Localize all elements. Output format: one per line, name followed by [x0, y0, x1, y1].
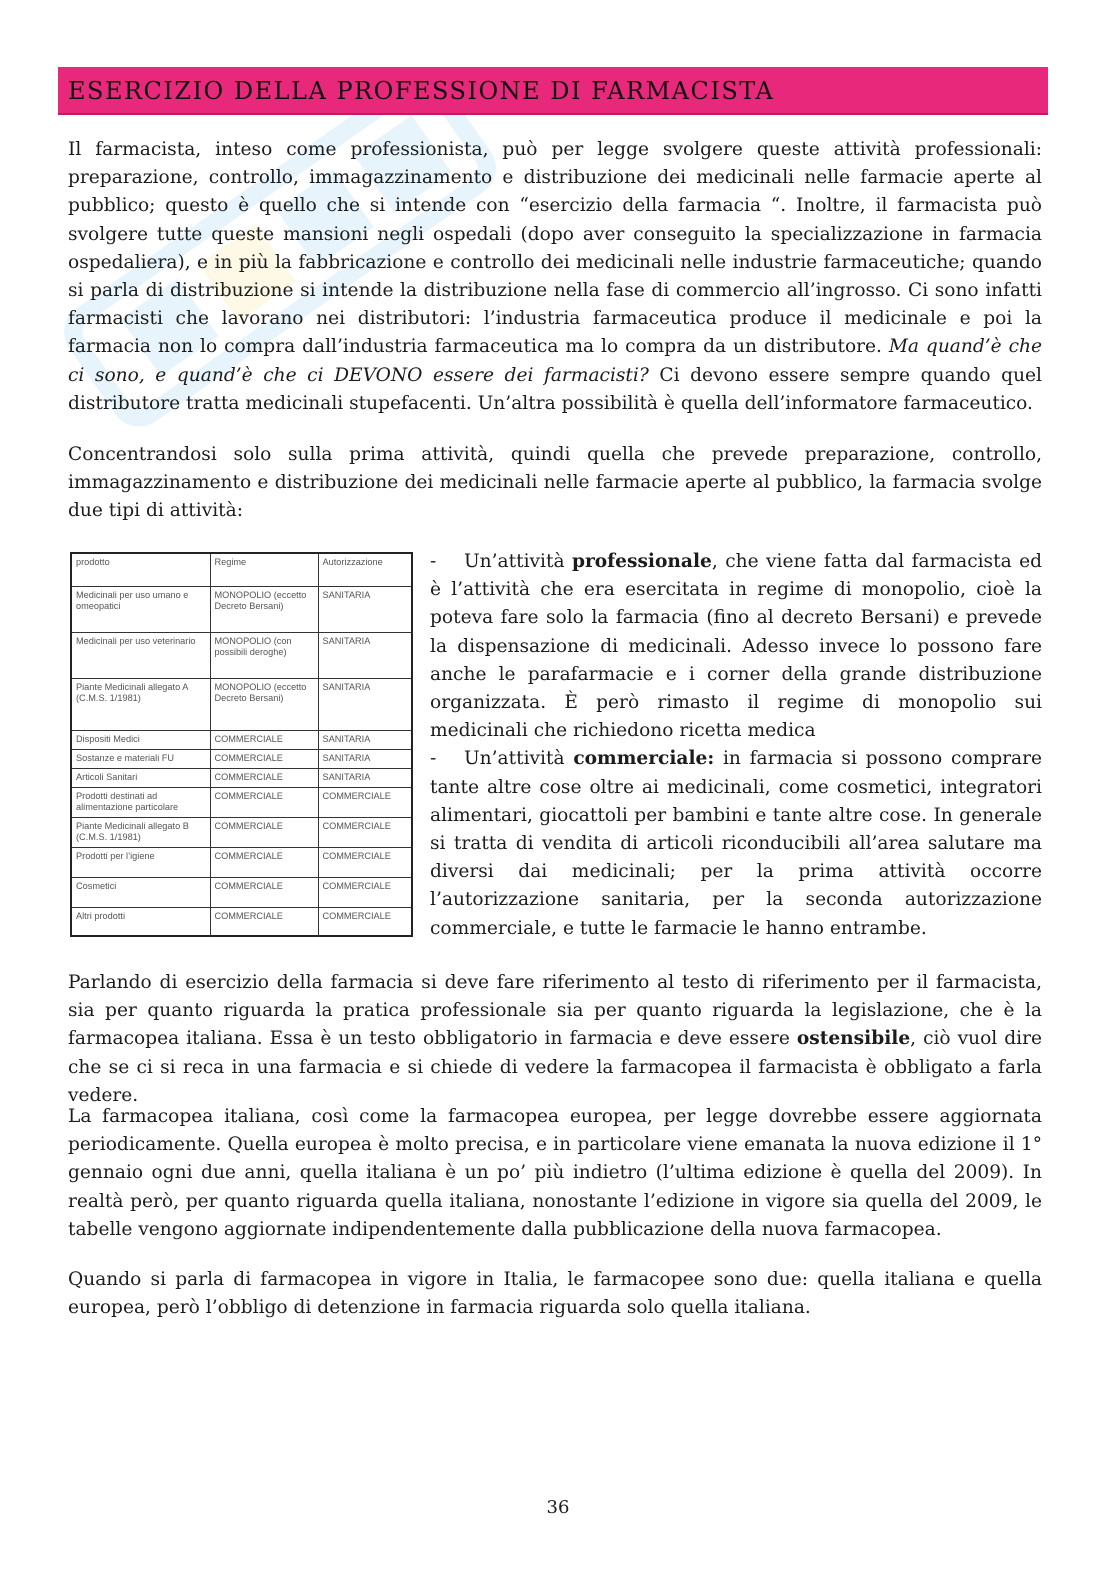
table-cell: SANITARIA [318, 586, 411, 632]
paragraph-vigore: Quando si parla di farmacopea in vigore in Italia, le farmacopee sono due: quella italiana e quella europea, però l’obbligo di detenzione in farmacia riguarda solo quella italiana. [68, 1269, 1042, 1319]
table-cell: COMMERCIALE [210, 847, 318, 877]
table-row [72, 749, 411, 768]
table-cell: COMMERCIALE [210, 787, 318, 817]
table-header-cell: Autorizzazione [318, 554, 411, 586]
table-cell: COMMERCIALE [318, 877, 411, 907]
table-cell: COMMERCIALE [318, 817, 411, 847]
paragraph-intro-question: Ma quand’è che ci sono, e quand’è che ci DEVONO essere dei farmacisti? [68, 336, 1042, 386]
list-dash: - [430, 551, 437, 572]
table-cell: COMMERCIALE [210, 877, 318, 907]
table-cell: COMMERCIALE [318, 787, 411, 817]
list-item-text: Un’attività [464, 551, 565, 572]
table-cell: SANITARIA [318, 730, 411, 749]
table-cell: Medicinali per uso umano e omeopatici [72, 586, 210, 632]
list-item-commerciale [430, 745, 1042, 942]
table-row [72, 817, 411, 847]
table-cell: COMMERCIALE [210, 907, 318, 937]
section-title-bar [58, 67, 1048, 115]
table-cell: Prodotti per l’igiene [72, 847, 210, 877]
table-cell: SANITARIA [318, 632, 411, 678]
table-cell: Piante Medicinali allegato A (C.M.S. 1/1981) [72, 678, 210, 730]
table-cell: Cosmetici [72, 877, 210, 907]
paragraph-intro-answer: Ci devono essere sempre quando quel distributore tratta medicinali stupefacenti. Un’altra possibilità è quella dell’informatore farmaceutico. [68, 364, 1043, 414]
keyword-ostensibile: ostensibile [796, 1028, 911, 1050]
table-cell: MONOPOLIO (eccetto Decreto Bersani) [210, 586, 318, 632]
table-cell: Altri prodotti [72, 907, 210, 937]
paragraph-text: , ciò vuol dire che se ci si reca in una farmacia e si chiede di vedere la farmacopea il farmacista è obbligato a farla vedere. [68, 1028, 1042, 1106]
table-cell: MONOPOLIO (eccetto Decreto Bersani) [210, 678, 318, 730]
table-cell: COMMERCIALE [210, 817, 318, 847]
keyword-commerciale: commerciale: [573, 748, 715, 770]
table-row [72, 632, 411, 678]
regime-table [70, 552, 413, 937]
table-header-row [72, 554, 411, 586]
table-row [72, 678, 411, 730]
table-cell: COMMERCIALE [210, 749, 318, 768]
activities-list [430, 548, 1042, 943]
table-row [72, 730, 411, 749]
table-cell: SANITARIA [318, 678, 411, 730]
list-item-professionale [430, 548, 1042, 745]
table-cell: Dispositi Medici [72, 730, 210, 749]
paragraph-activities: Concentrandosi solo sulla prima attività, quindi quella che prevede preparazione, controllo, immagazzinamento e distribuzione dei medicinali nelle farmacie aperte al pubblico, la farmacia svolge due tipi di attività: [68, 444, 1042, 522]
paragraph-text: Parlando di esercizio della farmacia si deve fare riferimento al testo di riferimento per il farmacista, sia per quanto riguarda la pratica professionale sia per quanto riguarda la legislazione, che è la farmacopea italiana. Essa è un testo obbligatorio in farmacia e deve essere [68, 972, 1042, 1050]
table-cell: SANITARIA [318, 749, 411, 768]
table-row [72, 586, 411, 632]
section-title: ESERCIZIO DELLA PROFESSIONE DI FARMACISTA [68, 77, 775, 105]
table-cell: Prodotti destinati ad alimentazione particolare [72, 787, 210, 817]
keyword-professionale: professionale [571, 551, 712, 572]
table-cell: COMMERCIALE [210, 768, 318, 787]
table-row [72, 787, 411, 817]
table-cell: MONOPOLIO (con possibili deroghe) [210, 632, 318, 678]
paragraph-intro [68, 136, 1042, 418]
table-row [72, 768, 411, 787]
list-item-text: , che viene fatta dal farmacista ed è l’attività che era esercitata in regime di monopolio, cioè la poteva fare solo la farmacia (fino al decreto Bersani) e prevede la dispensazione di medicinali. Adesso invece lo possono fare anche le parafarmacie e i corner della grande distribuzione organizzata. È però rimasto il regime di monopolio sui medicinali che richiedono ricetta medica [430, 551, 1042, 742]
paragraph-intro-text: Il farmacista, inteso come professionista, può per legge svolgere queste attività professionali: preparazione, controllo, immagazzinamento e distribuzione dei medicinali nelle farmacie aperte al pubblico; questo è quello che si intende con “esercizio della farmacia “. Inoltre, il farmacista può svolgere tutte queste mansioni negli ospedali (dopo aver conseguito la specializzazione in farmacia ospedaliera), e in più la fabbricazione e controllo dei medicinali nelle industrie farmaceutiche; quando si parla di distribuzione si intende la distribuzione nella fase di commercio all’ingrosso. Ci sono infatti farmacisti che lavorano nei distributori: l’industria farmaceutica produce il medicinale e poi la farmacia non lo compra dall’industria farmaceutica ma lo compra da un distributore. [68, 139, 1042, 358]
paragraph-aggiornamento: La farmacopea italiana, così come la farmacopea europea, per legge dovrebbe essere aggiornata periodicamente. Quella europea è molto precisa, e in particolare viene emanata la nuova edizione il 1° gennaio ogni due anni, quella italiana è un po’ più indietro (l’ultima edizione è quella del 2009). In realtà però, per quanto riguarda quella italiana, nonostante l’edizione in vigore sia quella del 2009, le tabelle vengono aggiornate indipendentemente dalla pubblicazione della nuova farmacopea. [68, 1106, 1042, 1240]
table-cell: COMMERCIALE [210, 730, 318, 749]
table-row [72, 847, 411, 877]
table-row [72, 877, 411, 907]
table-header-cell: Regime [210, 554, 318, 586]
paragraph-farmacopea [68, 969, 1042, 1110]
page-number: 36 [546, 1497, 570, 1518]
table-cell: COMMERCIALE [322, 910, 391, 921]
list-item-text: in farmacia si possono comprare tante altre cose oltre ai medicinali, come cosmetici, integratori alimentari, giocattoli per bambini e tante altre cose. In generale si tratta di vendita di articoli riconducibili all’area salutare ma diversi dai medicinali; per la prima attività occorre l’autorizzazione sanitaria, per la seconda autorizzazione commerciale, e tutte le farmacie le hanno entrambe. [430, 748, 1042, 939]
list-item-text: Un’attività [464, 748, 565, 770]
table-cell: Medicinali per uso veterinario [72, 632, 210, 678]
table-cell: Sostanze e materiali FU [72, 749, 210, 768]
table-cell: SANITARIA [318, 768, 411, 787]
table-row [72, 907, 411, 937]
table-cell: COMMERCIALE [318, 847, 411, 877]
table-cell: Articoli Sanitari [72, 768, 210, 787]
list-dash: - [430, 748, 437, 770]
table-cell: Piante Medicinali allegato B (C.M.S. 1/1981) [72, 817, 210, 847]
table-header-cell: prodotto [72, 554, 210, 586]
